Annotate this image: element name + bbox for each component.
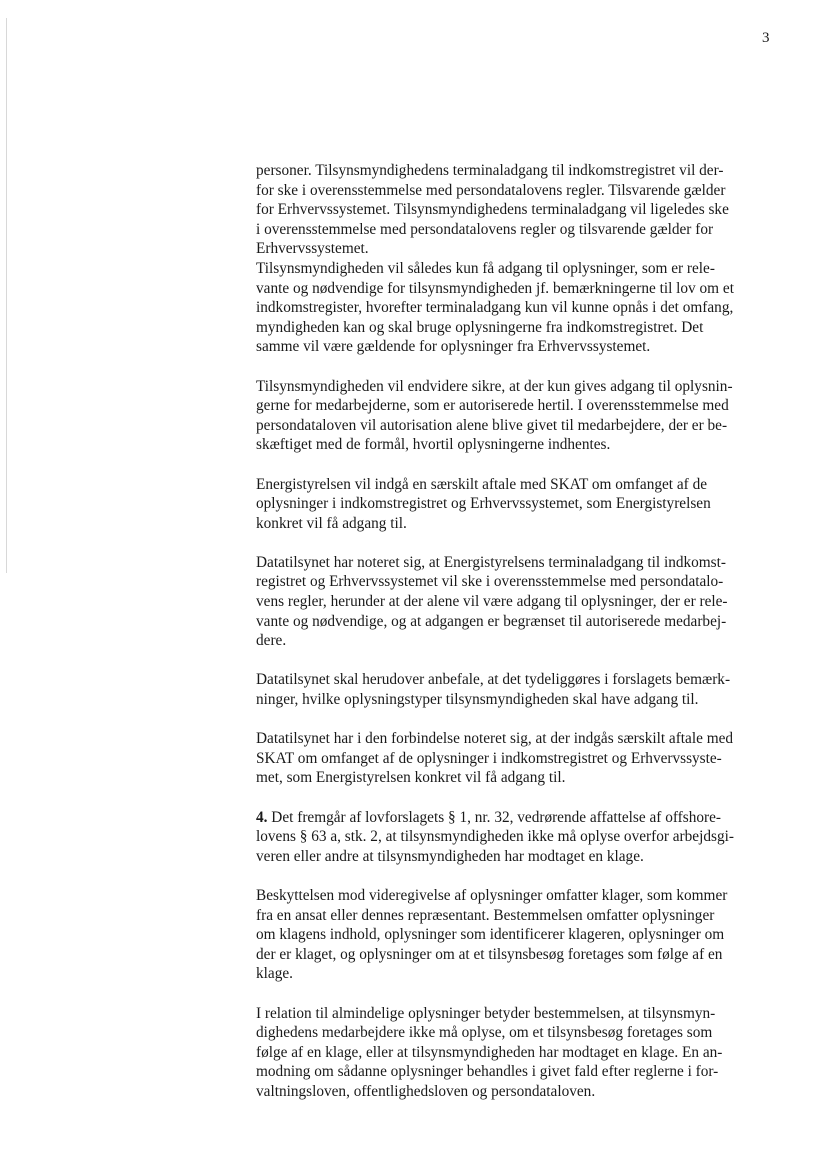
paragraph <box>256 729 776 788</box>
text-line: myndigheden kan og skal bruge oplysningerne fra indkomstregistret. Det <box>256 318 704 336</box>
text-line: for Erhvervssystemet. Tilsynsmyndighedens terminaladgang vil ligeledes ske <box>256 201 729 219</box>
text-line: Datatilsynet har i den forbindelse noteret sig, at der indgås særskilt aftale med <box>256 730 734 748</box>
text-line: samme vil være gældende for oplysninger fra Erhvervssystemet. <box>256 338 651 356</box>
text-line: veren eller andre at tilsynsmyndigheden har modtaget en klage. <box>256 847 644 865</box>
text-line <box>256 808 776 828</box>
text-line: Datatilsynet skal herudover anbefale, at det tydeliggøres i forslagets bemærk- <box>256 671 731 689</box>
paragraph <box>256 670 776 709</box>
paragraph <box>256 808 776 867</box>
text-line: dighedens medarbejdere ikke må oplyse, om et tilsynsbesøg foretages som <box>256 1024 713 1042</box>
page-number: 3 <box>762 30 770 46</box>
paragraph <box>256 1004 776 1102</box>
text-line: SKAT om omfanget af de oplysninger i indkomstregistret og Erhvervssyste- <box>256 749 722 767</box>
paragraph <box>256 161 776 357</box>
text-line: Tilsynsmyndigheden vil således kun få adgang til oplysninger, som er rele- <box>256 259 715 277</box>
text-line: Beskyttelsen mod videregivelse af oplysninger omfatter klager, som kommer <box>256 886 728 904</box>
text-line: dere. <box>256 632 287 650</box>
text-line: oplysninger i indkomstregistret og Erhvervssystemet, som Energistyrelsen <box>256 495 711 513</box>
text-line: Energistyrelsen vil indgå en særskilt aftale med SKAT om omfanget af de <box>256 475 708 493</box>
text-line: vens regler, herunder at der alene vil være adgang til oplysninger, der er rele- <box>256 593 728 611</box>
text-line: om klagens indhold, oplysninger som identificerer klageren, oplysninger om <box>256 926 725 944</box>
text-line: lovens § 63 a, stk. 2, at tilsynsmyndigheden ikke må oplyse overfor arbejdsgi- <box>256 828 734 846</box>
paragraph <box>256 475 776 534</box>
text-line: følge af en klage, eller at tilsynsmyndigheden har modtaget en klage. En an- <box>256 1043 723 1061</box>
text-line: der er klaget, og oplysninger om at et tilsynsbesøg foretages som følge af en <box>256 945 723 963</box>
text-line: modning om sådanne oplysninger behandles i givet fald efter reglerne i for- <box>256 1063 719 1081</box>
paragraph <box>256 886 776 984</box>
text-line: indkomstregister, hvorefter terminaladgang kun vil kunne opnås i det omfang, <box>256 299 734 317</box>
text-line: konkret vil få adgang til. <box>256 514 407 532</box>
document-body <box>256 161 776 1121</box>
text-line: vante og nødvendige, og at adgangen er begrænset til autoriserede medarbej- <box>256 612 727 630</box>
text-line: Tilsynsmyndigheden vil endvidere sikre, at der kun gives adgang til oplysnin- <box>256 377 733 395</box>
text-line: Erhvervssystemet. <box>256 240 369 258</box>
text-line: persondataloven vil autorisation alene blive givet til medarbejdere, der er be- <box>256 416 728 434</box>
section-number: 4. <box>256 808 268 826</box>
text-line: valtningsloven, offentlighedsloven og persondataloven. <box>256 1082 596 1100</box>
text-line: vante og nødvendige for tilsynsmyndigheden jf. bemærkningerne til lov om et <box>256 279 734 297</box>
text-line: met, som Energistyrelsen konkret vil få adgang til. <box>256 769 566 787</box>
text-line: registret og Erhvervssystemet vil ske i overensstemmelse med persondatalo- <box>256 573 724 591</box>
text-line: gerne for medarbejderne, som er autoriserede hertil. I overensstemmelse med <box>256 397 729 415</box>
text-line: for ske i overensstemmelse med persondatalovens regler. Tilsvarende gælder <box>256 181 726 199</box>
text-line: personer. Tilsynsmyndighedens terminaladgang til indkomstregistret vil der- <box>256 162 724 179</box>
text-line: I relation til almindelige oplysninger betyder bestemmelsen, at tilsynsmyn- <box>256 1004 716 1022</box>
text-segment: Det fremgår af lovforslagets § 1, nr. 32, vedrørende affattelse af offshore- <box>267 808 721 826</box>
text-line: Datatilsynet har noteret sig, at Energistyrelsens terminaladgang til indkomst- <box>256 553 726 571</box>
text-line: fra en ansat eller dennes repræsentant. Bestemmelsen omfatter oplysninger <box>256 906 715 924</box>
margin-line <box>6 18 7 573</box>
paragraph <box>256 553 776 651</box>
text-line: i overensstemmelse med persondatalovens regler og tilsvarende gælder for <box>256 220 714 238</box>
text-line: klage. <box>256 965 293 983</box>
paragraph <box>256 377 776 455</box>
text-line: ninger, hvilke oplysningstyper tilsynsmyndigheden skal have adgang til. <box>256 691 699 709</box>
text-line: skæftiget med de formål, hvortil oplysningerne indhentes. <box>256 436 611 454</box>
